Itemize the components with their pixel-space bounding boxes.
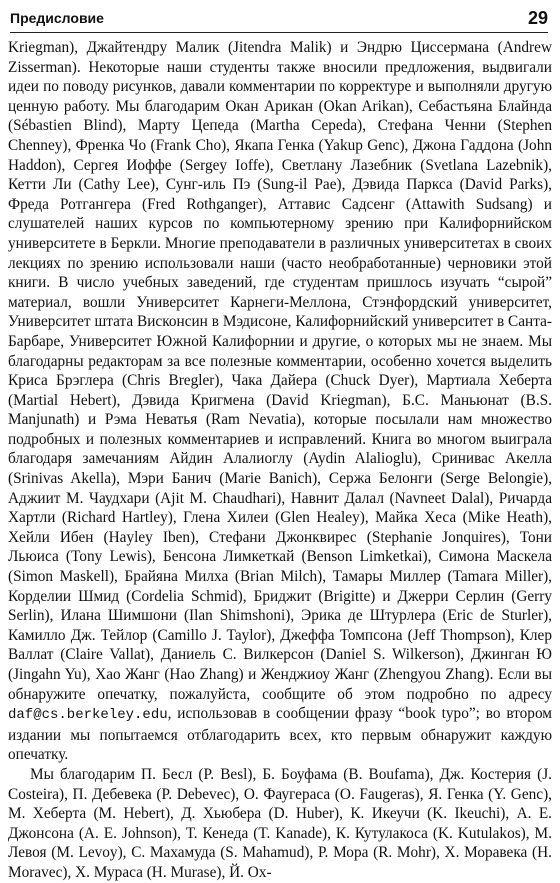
body-text bbox=[8, 38, 552, 883]
contact-email: daf@cs.berkeley.edu bbox=[8, 707, 168, 724]
paragraph-acknowledgements bbox=[8, 38, 552, 765]
header-divider bbox=[10, 32, 548, 33]
paragraph-text: , использовав в сообщении фразу “book typo”; во втором издании мы попытаемся отблагодарить всех, кто первым обнаружит каждую опечатку. bbox=[8, 705, 552, 764]
running-header bbox=[10, 8, 548, 30]
paragraph-thanks: Мы благодарим П. Бесл (P. Besl), Б. Боуфама (B. Boufama), Дж. Костерия (J. Costeira), П. Дебевека (P. Debevec), О. Фаугераса (O. Faugeras), Я. Генка (Y. Genc), М. Хеберта (M. Hebert), Д. Хьюбера (D. Huber), К. Икеучи (K. Ikeuchi), А. Е. Джонсона (A. E. Johnson), Т. Кенеда (T. Kanade), К. Кутулакоса (K. Kutulakos), М. Левоя (M. Levoy), С. Махамуда (S. Mahamud), Р. Мора (R. Mohr), Х. Моравека (H. Moravec), Х. Мураса (H. Murase), Й. Ох- bbox=[8, 765, 552, 881]
paragraph-text: Kriegman), Джайтендру Малик (Jitendra Malik) и Эндрю Циссермана (Andrew Zisserman). Некоторые наши студенты также вносили предложения, выдвигали идеи по поводу рисунков, давали комментарии по корректуре и выполняли другую ценную работу. Мы благодарим Окан Арикан (Okan Arikan), Себастьяна Блайнда (Sébastien Blind), Марту Цепеда (Martha Cepeda), Стефана Ченни (Stephen Chenney), Френка Чо (Frank Cho), Якапа Генка (Yakup Genc), Джона Гаддона (John Haddon), Сергея Иоффе (Sergey Ioffe), Светлану Лазебник (Svetlana Lazebnik), Кетти Ли (Cathy Lee), Сунг-иль Пэ (Sung-il Pae), Дэвида Паркса (David Parks), Фреда Ротгангера (Fred Rothganger), Аттавис Садсенг (Attawith Sudsang) и слушателей наших курсов по компьютерному зрению при Калифорнийском университете в Беркли. Многие преподаватели в различных университетах в своих лекциях по зрению использовали наши (часто необработанные) черновики этой книги. В число учебных заведений, где студентам пришлось изучать “сырой” материал, вошли Университет Карнеги-Меллона, Стэнфордский университет, Университет штата Висконсин в Мэдисоне, Калифорнийский университет в Санта-Барбаре, Университет Южной Калифорнии и другие, о которых мы не знаем. Мы благодарны редакторам за все полезные комментарии, особенно хочется выделить Криса Брэглера (Chris Bregler), Чака Дайера (Chuck Dyer), Мартиала Хеберта (Martial Hebert), Дэвида Кригмена (David Kriegman), Б.С. Маньюнат (B.S. Manjunath) и Рэма Неватья (Ram Nevatia), которые посылали нам множество подробных и полезных комментариев и исправлений. Книга во многом выиграла благодаря замечаниям Айдин Алалиоглу (Aydin Alalioglu), Сринивас Акелла (Srinivas Akella), Мэри Банич (Marie Banich), Сержа Белонги (Serge Belongie), Аджиит М. Чаудхари (Ajit M. Chaudhari), Навнит Далал (Navneet Dalal), Ричарда Хартли (Richard Hartley), Глена Хилеи (Glen Healey), Майка Хеса (Mike Heath), Хейли Ибен (Hayley Iben), Стефани Джонквирес (Stephanie Jonquires), Тони Льюиса (Tony Lewis), Бенсона Лимкеткай (Benson Limketkai), Симона Маскела (Simon Maskell), Брайяна Милха (Brian Milch), Тамары Миллер (Tamara Miller), Корделии Шмид (Cordelia Schmid), Бриджит (Brigitte) и Джерри Серлин (Gerry Serlin), Илана Шимшони (Ilan Shimshoni), Эрика де Штурлера (Eric de Sturler), Камилло Дж. Тейлор (Camillo J. Taylor), Джеффа Томпсона (Jeff Thompson), Клер Валлат (Claire Vallat), Даниель С. Вилкерсон (Daniel S. Wilkerson), Джинган Ю (Jingahn Yu), Хао Жанг (Hao Zhang) и Женджиоу Жанг (Zhengyou Zhang). Если вы обнаружите опечатку, пожалуйста, сообщите об этом подробно по адресу bbox=[8, 39, 552, 703]
page-number: 29 bbox=[527, 8, 548, 28]
section-title: Предисловие bbox=[10, 10, 104, 26]
